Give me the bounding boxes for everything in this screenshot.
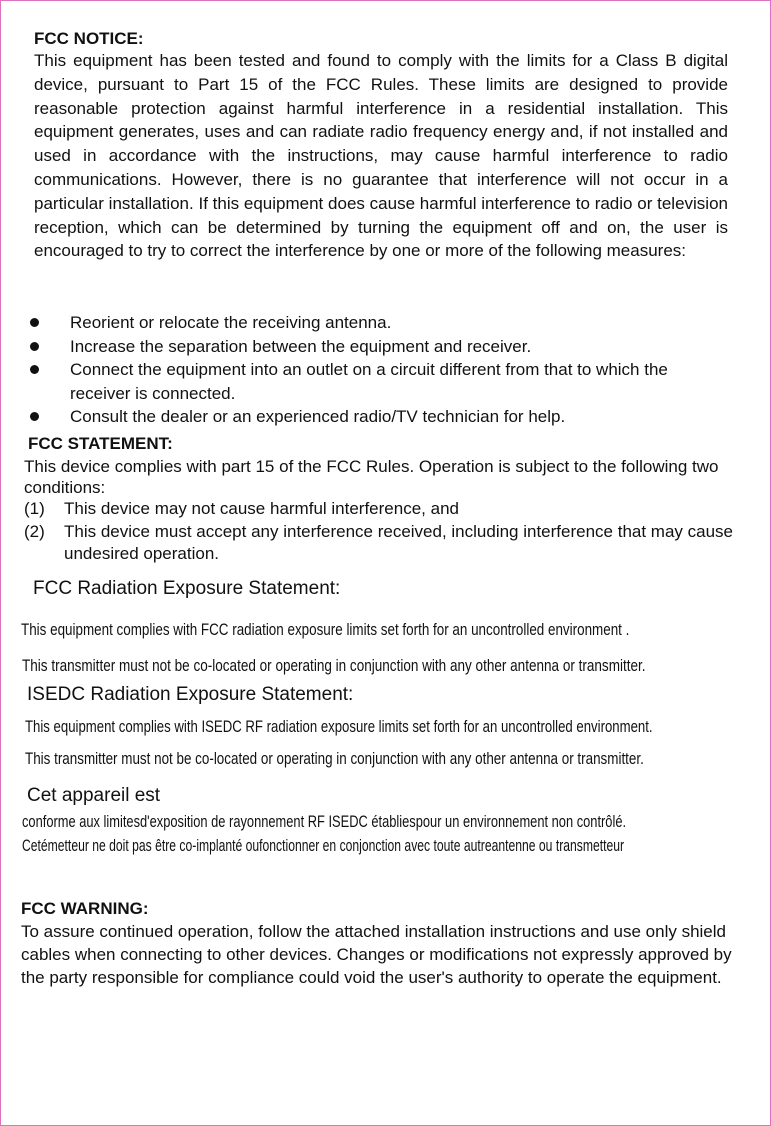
list-item	[30, 358, 710, 405]
bullet-dot-icon	[30, 342, 39, 351]
condition-number: (1)	[24, 499, 45, 518]
fcc-statement-title: FCC STATEMENT:	[28, 434, 173, 453]
condition-number: (2)	[24, 521, 45, 541]
french-statement-line-2: Cetémetteur ne doit pas être co-implanté oufonctionner en conjonction avec toute autreantenne ou transmetteur	[22, 836, 625, 855]
list-item	[30, 335, 710, 359]
measures-list	[30, 311, 710, 429]
fcc-notice-title: FCC NOTICE:	[34, 29, 144, 48]
fcc-warning-title: FCC WARNING:	[21, 899, 149, 918]
list-item	[30, 311, 710, 335]
fcc-statement-body: This device complies with part 15 of the FCC Rules. Operation is subject to the following two conditions:	[24, 457, 719, 497]
condition-text: This device must accept any interference received, including interference that may cause undesired operation.	[64, 521, 734, 563]
list-item	[30, 405, 710, 429]
isedc-radiation-title: ISEDC Radiation Exposure Statement:	[27, 684, 354, 705]
isedc-radiation-line-1: This equipment complies with ISEDC RF radiation exposure limits set forth for an uncontrolled environment.	[25, 717, 653, 736]
measure-text: Connect the equipment into an outlet on a circuit different from that to which the receiver is connected.	[70, 360, 668, 403]
measure-text: Reorient or relocate the receiving antenna.	[70, 313, 392, 332]
conditions-list	[24, 498, 734, 566]
measure-text: Consult the dealer or an experienced radio/TV technician for help.	[70, 407, 566, 426]
fcc-radiation-title: FCC Radiation Exposure Statement:	[33, 578, 341, 599]
french-statement-title: Cet appareil est	[27, 785, 161, 806]
list-item	[24, 498, 734, 521]
isedc-radiation-line-2: This transmitter must not be co-located or operating in conjunction with any other antenna or transmitter.	[25, 749, 644, 768]
measure-text: Increase the separation between the equipment and receiver.	[70, 336, 532, 356]
fcc-warning-body: To assure continued operation, follow the attached installation instructions and use only shield cables when connecting to other devices. Changes or modifications not expressly approved by the party responsible for compliance could void the user's authority to operate the equipment.	[21, 922, 732, 987]
condition-text: This device may not cause harmful interference, and	[64, 499, 459, 518]
fcc-radiation-line-1: This equipment complies with FCC radiation exposure limits set forth for an uncontrolled environment .	[21, 620, 630, 639]
bullet-dot-icon	[30, 318, 39, 327]
list-item	[24, 521, 734, 566]
fcc-radiation-line-2: This transmitter must not be co-located or operating in conjunction with any other antenna or transmitter.	[22, 656, 646, 675]
bullet-dot-icon	[30, 412, 39, 421]
fcc-notice-body: This equipment has been tested and found to comply with the limits for a Class B digital device, pursuant to Part 15 of the FCC Rules. These limits are designed to provide reasonable protection against harmful interference in a residential installation. This equipment generates, uses and can radiate radio frequency energy and, if not installed and used in accordance with the instructions, may cause harmful interference to radio communications. However, there is no guarantee that interference will not occur in a particular installation. If this equipment does cause harmful interference to radio or television reception, which can be determined by turning the equipment off and on, the user is encouraged to try to correct the interference by one or more of the following measures:	[34, 51, 728, 261]
french-statement-line-1: conforme aux limitesd'exposition de rayonnement RF ISEDC établiespour un environnement non contrôlé.	[22, 812, 627, 831]
bullet-dot-icon	[30, 365, 39, 374]
